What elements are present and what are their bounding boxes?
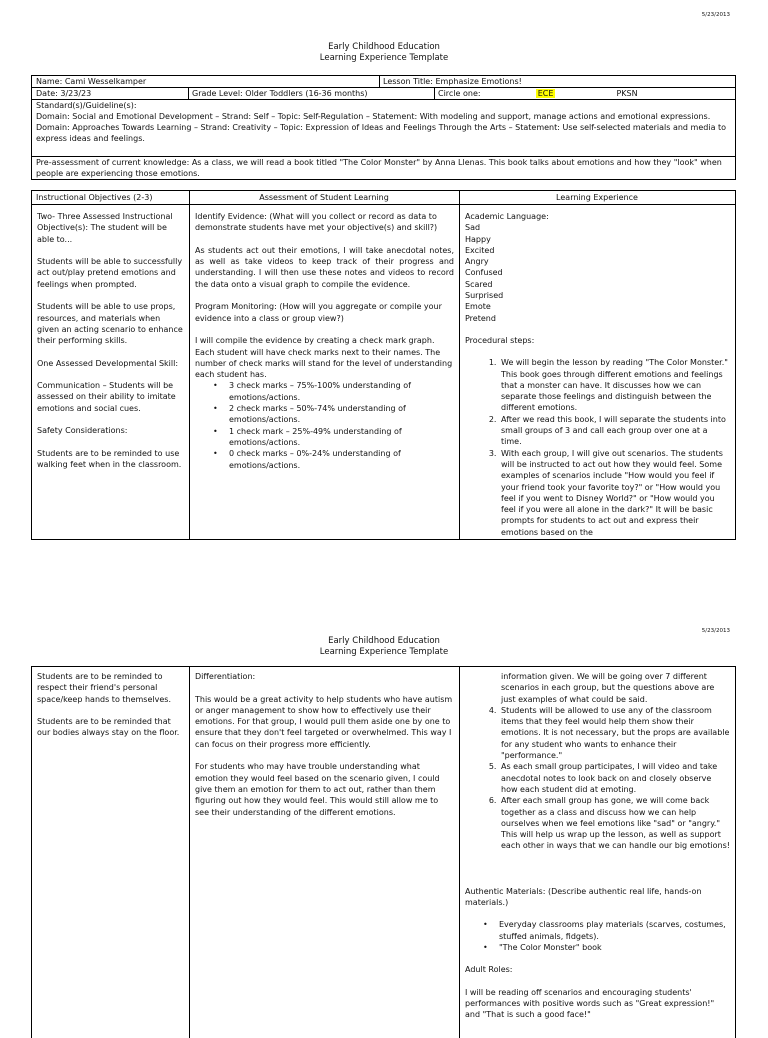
scale-item: • 3 check marks – 75%-100% understanding of emotions/actions. [229,380,454,403]
header-line-2: Learning Experience Template [319,53,449,63]
vocab-word: Angry [465,257,489,267]
differentiation-text-2: For students who may have trouble understanding what emotion they would feel based on the scenario given, I could give them an emotion for them to act out, rather than them figuring out how they would feel. This would still allow me to see their understanding of the different emotions. [195,762,440,817]
procedural-step: 3. With each group, I will give out scenarios. The students will be instructed to act out how they would feel. Some examples of scenarios include "How would you feel if your friend took your favorite toy?" or "How would you feel if you went to Disney World?" or "How would you feel if you were all alone in the dark?" It will be basic prompts for students to act out and express their emotions based on the [499,448,730,538]
vocab-word: Excited [465,245,495,255]
learning-experience-table-page-2 [31,666,736,1038]
procedural-steps-label: Procedural steps: [465,335,535,345]
differentiation-label: Differentiation: [195,672,256,681]
standard-social-emotional: Domain: Social and Emotional Development – Strand: Self – Topic: Self-Regulation – Statement: With modeling and support, manage actions and emotional expressions. [36,112,711,121]
date-field: Date: 3/23/23 [36,89,92,98]
safety-text-1: Students are to be reminded to use walking feet when in the classroom. [37,448,182,470]
objectives-column-continued [32,668,189,1028]
safety-text-2: Students are to be reminded to respect their friend's personal space/keep hands to themselves. [37,672,171,704]
procedural-step: 1. We will begin the lesson by reading "The Color Monster." This book goes through different emotions and feelings that a monster can have. It discusses how we can separate those feelings and distinguish between the different emotions. [499,357,730,413]
template-header [0,636,768,658]
safety-text-3: Students are to be reminded that our bodies always stay on the floor. [37,717,180,738]
differentiation-text-1: This would be a great activity to help students who have autism or anger management to show how to effectively use their emotions. For that group, I would pull them aside one by one to ensure that they don't feel targeted or overwhelmed. This way I can focus on their progress more efficiently. [195,694,453,749]
header-line-1: Early Childhood Education [328,42,440,52]
objective-1: Students will be able to successfully act out/play pretend emotions and feelings when prompted. [37,257,183,289]
standards-label: Standard(s)/Guideline(s): [36,101,137,110]
preassessment-cell: Pre-assessment of current knowledge: As a class, we will read a book titled "The Color Monster" by Anna Llenas. This book talks about emotions and how they "look" when people are experiencing those emotions. [36,158,722,178]
program-monitoring-text: I will compile the evidence by creating a check mark graph. Each student will have check marks next to their names. The number of check marks will stand for the level of understanding each student has. [195,336,453,380]
standards-cell [32,100,735,156]
template-header [0,42,768,64]
identify-evidence-text: As students act out their emotions, I will take anecdotal notes, as well as take videos to keep track of their progress and understanding. I will then use these notes and videos to record the data onto a visual graph to compile the evidence. [195,245,454,289]
check-mark-scale [195,380,454,470]
procedural-step: 5. As each small group participates, I will video and take anecdotal notes to look back on and closely observe how each student did at emoting. [499,761,730,795]
assessment-column [190,208,459,538]
vocab-word: Confused [465,268,503,278]
col-header-experience: Learning Experience [556,193,638,202]
adult-roles-text: I will be reading off scenarios and encouraging students' performances with positive words such as "Great expression!" and "That is such a good face!" [465,987,715,1020]
name-field: Name: Cami Wesselkamper [36,77,147,86]
authentic-materials-label: Authentic Materials: (Describe authentic real life, hands-on materials.) [465,886,702,908]
experience-column [460,208,735,538]
objectives-column [32,208,189,538]
material-item: • "The Color Monster" book [499,942,730,953]
procedural-step-continued [465,671,730,705]
objectives-intro: Two- Three Assessed Instructional Objective(s): The student will be able to... [37,212,173,244]
developmental-skill-label: One Assessed Developmental Skill: [37,358,179,368]
differentiation-column [190,668,459,1028]
option-ece-highlighted: ECE [537,89,554,98]
lesson-title-field: Lesson Title: Emphasize Emotions! [383,77,522,86]
grade-level-field: Grade Level: Older Toddlers (16-36 months) [192,89,368,98]
scale-item: • 2 check marks – 50%-74% understanding of emotions/actions. [229,403,454,426]
procedural-steps-list-continued [465,705,730,852]
header-line-1: Early Childhood Education [328,636,440,646]
objective-2: Students will be able to use props, resources, and materials when given an acting scenario to enhance their performing skills. [37,302,183,346]
material-item: • Everyday classrooms play materials (scarves, costumes, stuffed animals, fidgets). [499,919,730,942]
vocab-word: Surprised [465,291,504,301]
vocab-word: Pretend [465,313,496,323]
col-header-objectives: Instructional Objectives (2-3) [36,193,153,202]
date-stamp: 5/23/2013 [701,628,730,634]
developmental-skill-text: Communication – Students will be assessed on their ability to imitate emotions and social cues. [37,381,176,413]
learning-experience-table-page-1 [31,190,736,540]
lesson-info-table [31,75,736,180]
document-page-2 [0,622,768,1024]
procedural-step: 6. After each small group has gone, we will come back together as a class and discuss how we can help ourselves when we feel emotions like "sad" or "angry." This will help us wrap up the lesson, as well as support each other in ways that we can handle our big emotions! [499,795,730,851]
circle-one-label: Circle one: [438,89,481,98]
program-monitoring-label: Program Monitoring: (How will you aggregate or compile your evidence into a class or group view?) [195,302,442,323]
procedural-step: 4. Students will be allowed to use any of the classroom items that they feel would help them show their emotions. It is not necessary, but the props are available for any student who wants to enhance their "performance." [499,705,730,761]
procedural-step-continuation: information given. We will be going over 7 different scenarios in each group, but the questions above are just examples of what could be said. [501,672,715,704]
academic-language-label: Academic Language: [465,212,549,221]
experience-column-continued [460,668,735,1028]
col-header-assessment: Assessment of Student Learning [259,193,389,202]
header-line-2: Learning Experience Template [319,647,449,657]
procedural-step: 2. After we read this book, I will separate the students into small groups of 3 and call each group over one at a time. [499,414,730,448]
scale-item: • 0 check marks – 0%-24% understanding of emotions/actions. [229,448,454,471]
date-stamp: 5/23/2013 [701,12,730,18]
procedural-steps-list [465,357,730,538]
adult-roles-label: Adult Roles: [465,965,513,975]
vocab-word: Scared [465,279,493,289]
safety-label: Safety Considerations: [37,426,128,436]
vocab-word: Emote [465,302,491,312]
authentic-materials-list [465,919,730,953]
option-pksn: PKSN [616,89,638,98]
vocab-word: Sad [465,223,481,233]
circle-one-field [434,88,734,99]
scale-item: • 1 check mark – 25%-49% understanding of emotions/actions. [229,426,454,449]
standard-approaches-learning: Domain: Approaches Towards Learning – Strand: Creativity – Topic: Expression of Ideas and Feelings Through the Arts – Statement: Use self-selected materials and media to express ideas and feelings. [36,123,727,143]
vocab-word: Happy [465,234,491,244]
identify-evidence-label: Identify Evidence: (What will you collect or record as data to demonstrate students have met your objective(s) and skill?) [195,212,438,233]
